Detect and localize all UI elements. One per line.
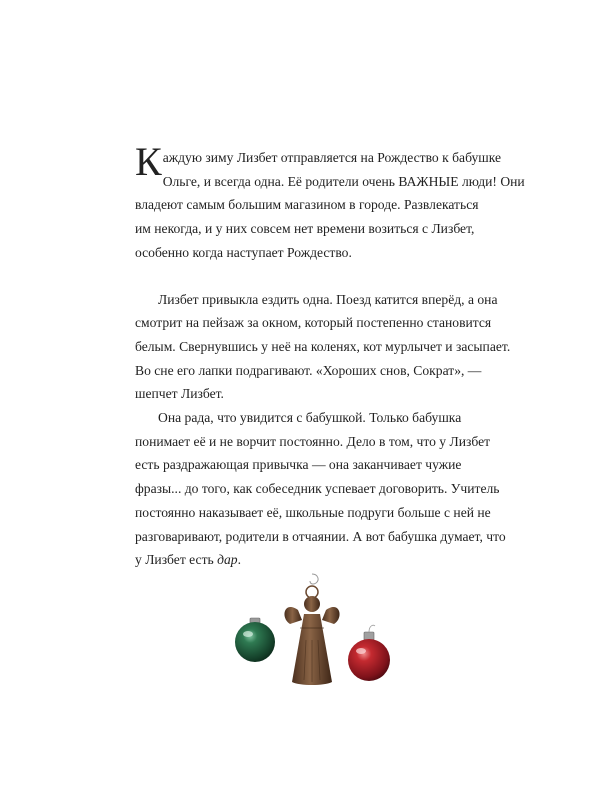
text-line: Ольге, и всегда одна. Её родители очень ВАЖНЫЕ люди! Они: [162, 173, 525, 189]
story-text: [135, 139, 525, 572]
text-line: владеют самым большим магазином в городе. Развлекаться: [135, 197, 479, 213]
text-line: смотрит на пейзаж за окном, который постепенно становится: [135, 315, 492, 331]
paragraph-3: [135, 406, 515, 572]
text-line: особенно когда наступает Рождество.: [135, 244, 352, 260]
paragraph-1: [135, 139, 525, 265]
text-fragment: .: [237, 552, 242, 568]
text-line: фразы... до того, как собеседник успевает договорить. Учитель: [135, 481, 500, 497]
red-bauble-icon: [348, 625, 390, 681]
text-line-last: [135, 548, 515, 572]
text-line: Во сне его лапки подрагивают. «Хороших снов, Сократ», —: [135, 362, 482, 378]
text-line: Лизбет привыкла ездить одна. Поезд катится вперёд, а она: [158, 291, 498, 307]
text-line: разговаривают, родители в отчаянии. А вот бабушка думает, что: [135, 528, 506, 544]
text-line: Она рада, что увидится с бабушкой. Только бабушка: [158, 410, 462, 426]
text-line: им некогда, и у них совсем нет времени возиться с Лизбет,: [135, 221, 475, 237]
christmas-illustration: [228, 570, 398, 700]
text-line: понимает её и не ворчит постоянно. Дело в том, что у Лизбет: [135, 433, 491, 449]
text-line: шепчет Лизбет.: [135, 386, 224, 402]
wooden-angel-icon: [284, 574, 339, 685]
paragraph-2: [135, 288, 515, 407]
text-fragment: у Лизбет есть: [135, 552, 218, 568]
text-line: постоянно наказывает её, школьные подруги больше с ней не: [135, 504, 491, 520]
text-line: есть раздражающая привычка — она заканчивает чужие: [135, 457, 462, 473]
emphasis-word: дар: [217, 552, 238, 568]
drop-cap: К: [135, 139, 162, 184]
text-line: аждую зиму Лизбет отправляется на Рождество к бабушке: [162, 150, 502, 165]
text-line: белым. Свернувшись у неё на коленях, кот мурлычет и засыпает.: [135, 338, 511, 354]
green-bauble-icon: [235, 618, 275, 662]
